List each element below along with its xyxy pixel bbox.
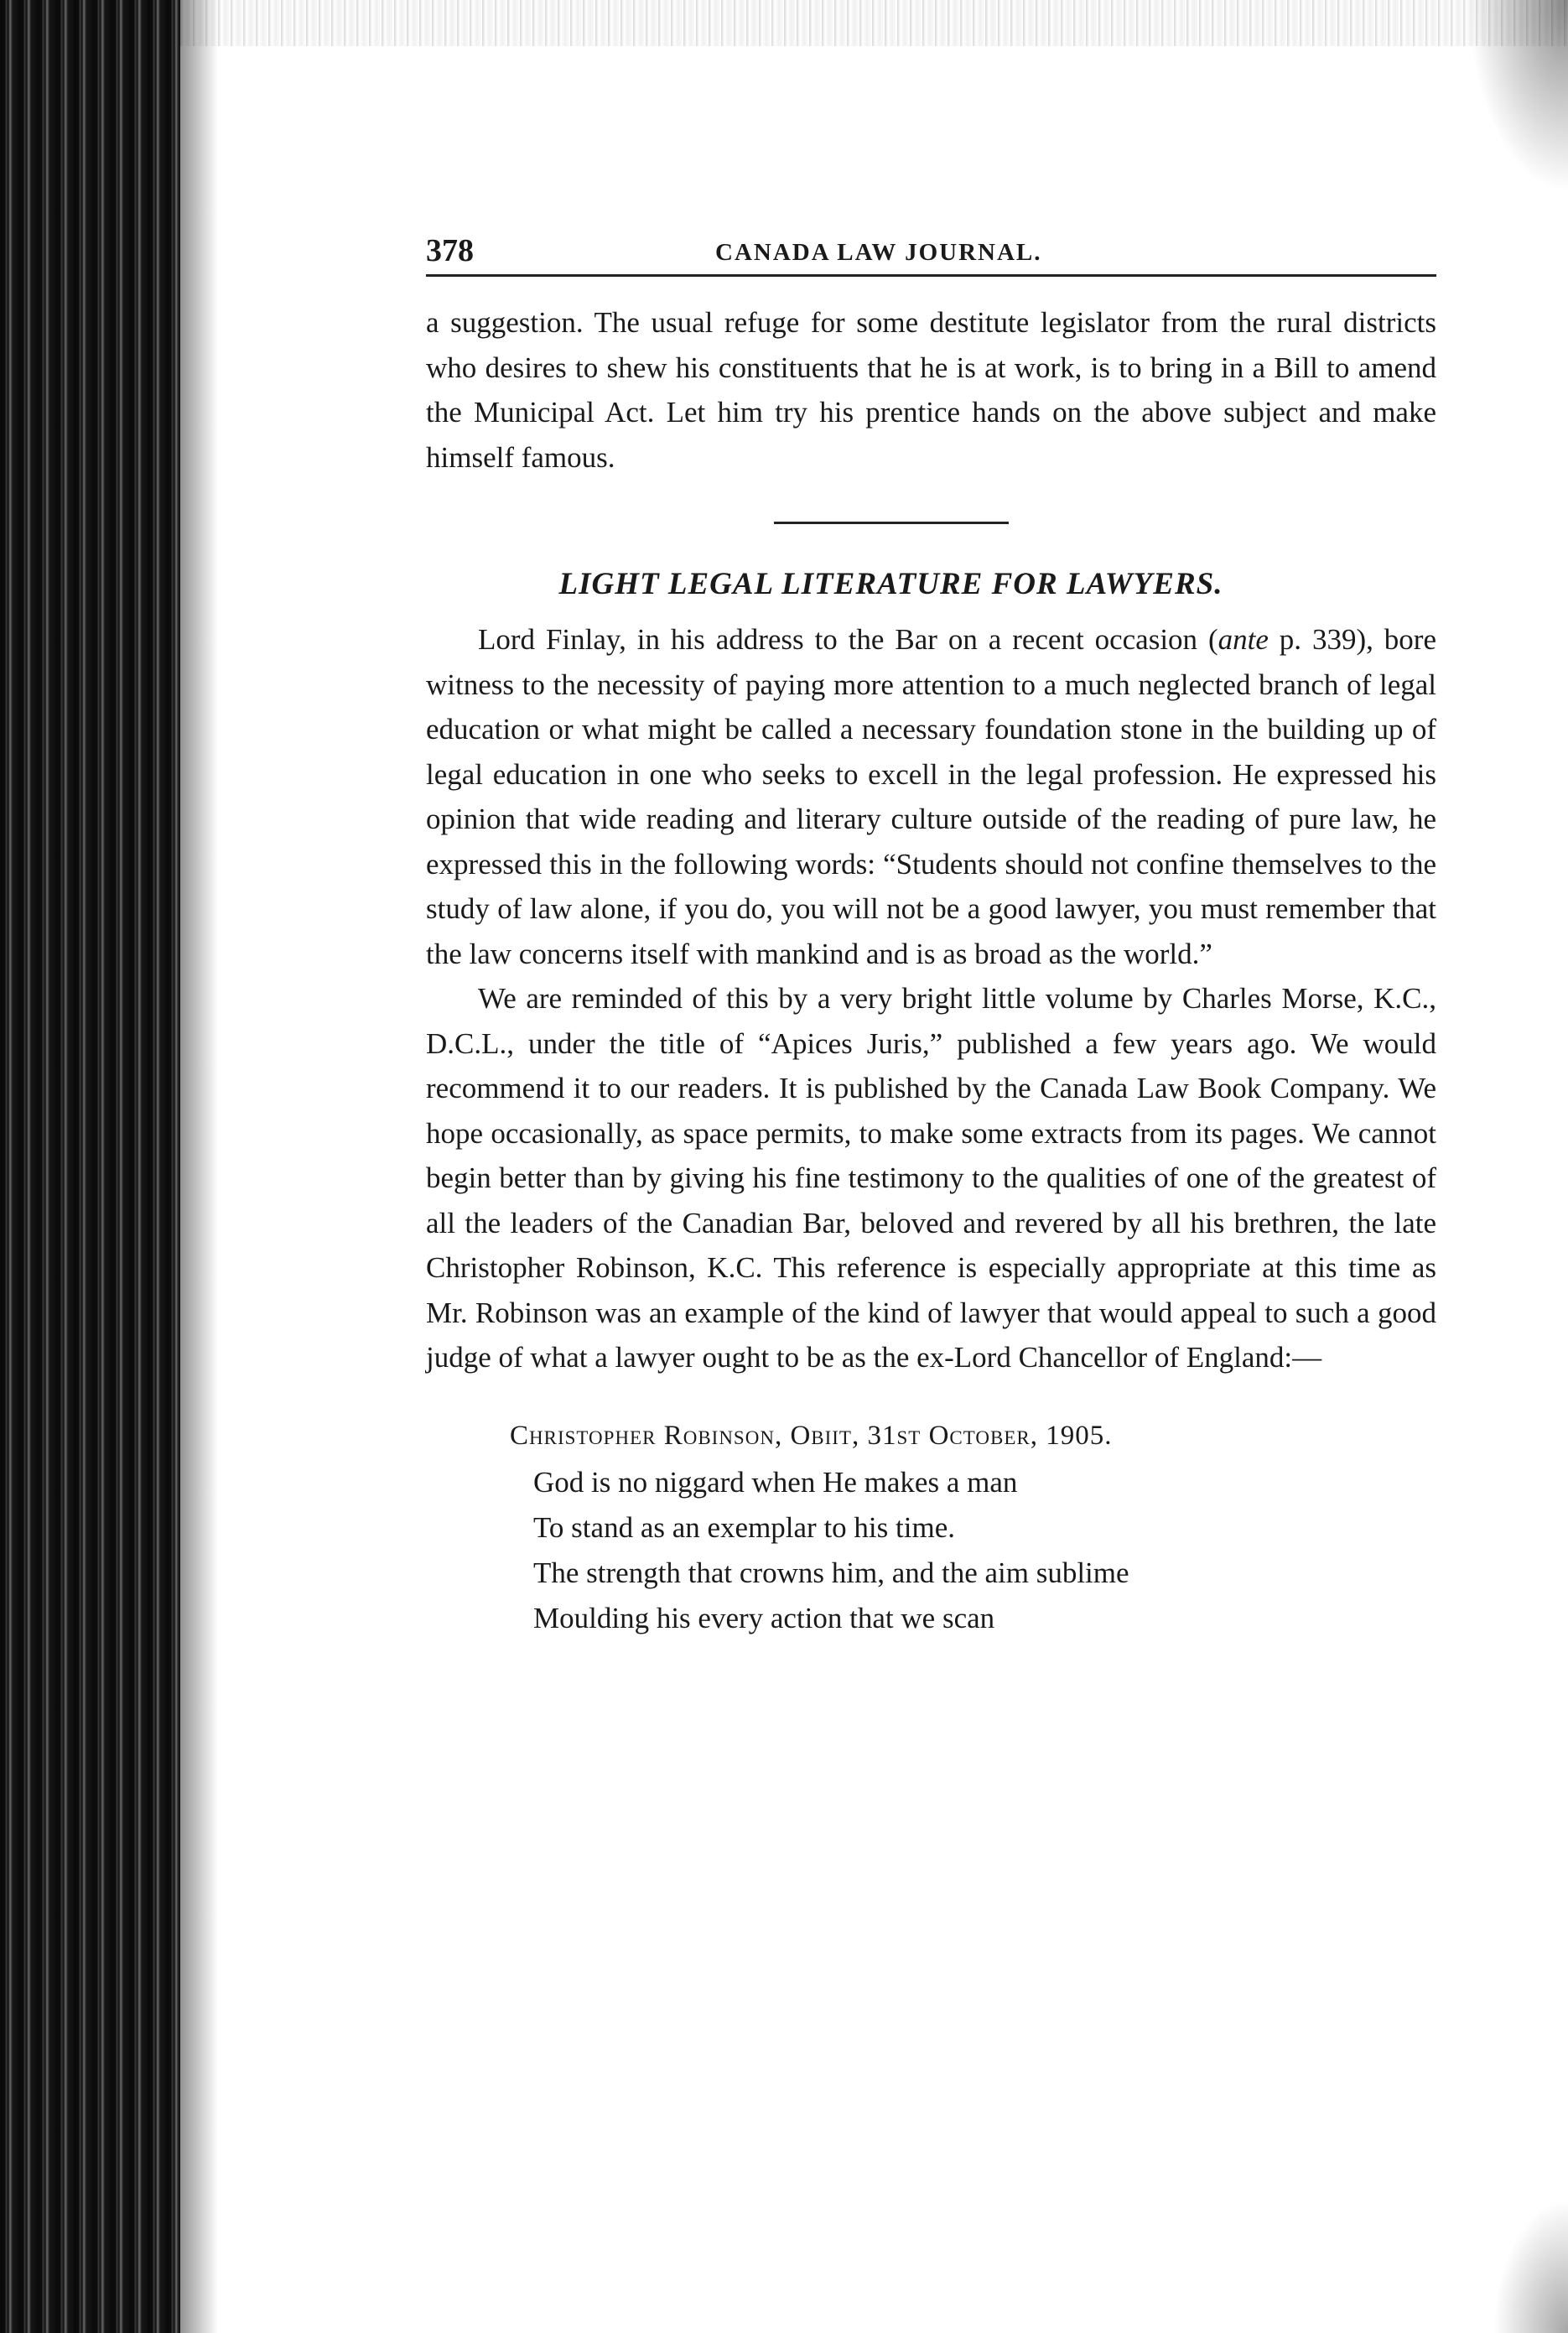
poem-title: Christopher Robinson, Obiit, 31st October, 1905.	[510, 1420, 1113, 1451]
journal-title: CANADA LAW JOURNAL.	[715, 239, 1042, 266]
poem-line: To stand as an exemplar to his time.	[533, 1510, 955, 1544]
binding-shadow	[180, 0, 218, 2333]
poem-line: The strength that crowns him, and the aim sublime	[533, 1556, 1129, 1589]
previous-article-paragraph: a suggestion. The usual refuge for some destitute legislator from the rural districts who desires to shew his constituents that he is at work, is to bring in a Bill to amend the Municipal Act. Let him try his prentice hands on the above subject and make himself famous.	[426, 306, 1436, 474]
article-paragraph-2: We are reminded of this by a very bright little volume by Charles Morse, K.C., D.C.L., under the title of “Apices Juris,” published a few years ago. We would recommend it to our readers. It is published by the Canada Law Book Company. We hope occasionally, as space permits, to make some extracts from its pages. We cannot begin better than by giving his fine testimony to the qualities of one of the greatest of all the leaders of the Canadian Bar, beloved and revered by all his brethren, the late Christopher Robinson, K.C. This reference is especially appropriate at this time as Mr. Robinson was an example of the kind of lawyer that would appeal to such a good judge of what a lawyer ought to be as the ex-Lord Chancellor of England:—	[426, 982, 1436, 1374]
page-content	[426, 231, 1436, 1641]
paragraph-text: p. 339), bore witness to the necessity of paying more attention to a much neglected branch of legal education or what might be called a necessary foundation stone in the building up of legal education in one who seeks to excell in the legal profession. He expressed his opinion that wide reading and literary culture outside of the reading of pure law, he expressed this in the following words: “Students should not confine themselves to the study of law alone, if you do, you will not be a good lawyer, you must remember that the law concerns itself with mankind and is as broad as the world.”	[426, 623, 1436, 970]
ante-italic: ante	[1218, 623, 1269, 656]
scan-noise-corner	[1467, 0, 1568, 193]
book-binding-edge	[0, 0, 180, 2333]
poem-line: Moulding his every action that we scan	[533, 1601, 995, 1634]
paragraph-text: Lord Finlay, in his address to the Bar on a recent occasion (	[478, 623, 1218, 656]
scan-noise-top	[180, 0, 1568, 46]
section-divider	[774, 522, 1009, 524]
poem	[426, 1460, 1436, 1641]
article-heading: LIGHT LEGAL LITERATURE FOR LAWYERS.	[558, 567, 1223, 601]
page-number: 378	[426, 233, 474, 268]
article-paragraph-1	[426, 617, 1436, 976]
scan-noise-corner	[1493, 2199, 1568, 2333]
running-head	[426, 231, 1436, 277]
poem-line: God is no niggard when He makes a man	[533, 1465, 1018, 1499]
